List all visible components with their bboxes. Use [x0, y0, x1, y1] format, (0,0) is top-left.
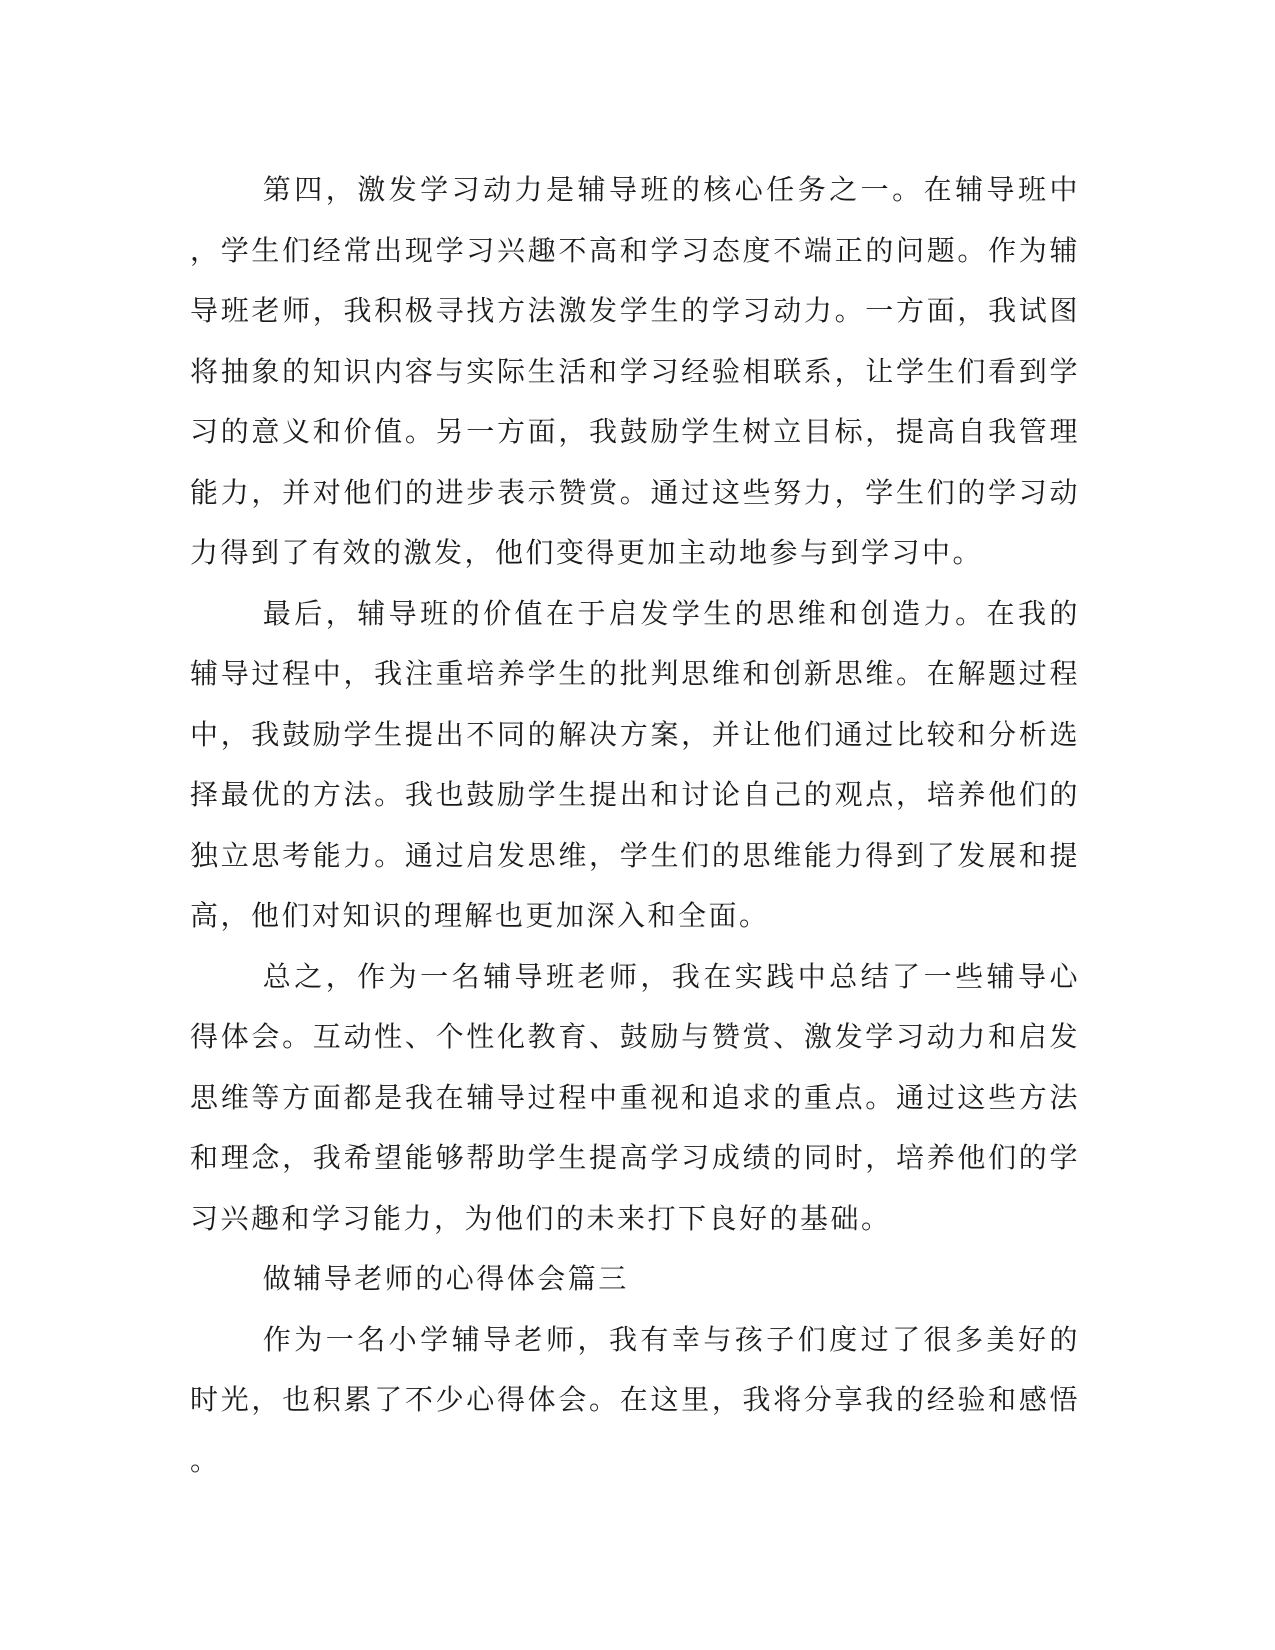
- document-body: [190, 160, 1080, 1491]
- paragraph-thinking: 最后，辅导班的价值在于启发学生的思维和创造力。在我的辅导过程中，我注重培养学生的批判思维和创新思维。在解题过程中，我鼓励学生提出不同的解决方案，并让他们通过比较和分析选择最优的方法。我也鼓励学生提出和讨论自己的观点，培养他们的独立思考能力。通过启发思维，学生们的思维能力得到了发展和提高，他们对知识的理解也更加深入和全面。: [190, 596, 1080, 932]
- section-title: 做辅导老师的心得体会篇三: [262, 1262, 629, 1295]
- paragraph-summary: 总之，作为一名辅导班老师，我在实践中总结了一些辅导心得体会。互动性、个性化教育、鼓励与赞赏、激发学习动力和启发思维等方面都是我在辅导过程中重视和追求的重点。通过这些方法和理念，我希望能够帮助学生提高学习成绩的同时，培养他们的学习兴趣和学习能力，为他们的未来打下良好的基础。: [190, 959, 1080, 1235]
- paragraph-motivation: 第四，激发学习动力是辅导班的核心任务之一。在辅导班中，学生们经常出现学习兴趣不高和学习态度不端正的问题。作为辅导班老师，我积极寻找方法激发学生的学习动力。一方面，我试图将抽象的知识内容与实际生活和学习经验相联系，让学生们看到学习的意义和价值。另一方面，我鼓励学生树立目标，提高自我管理能力，并对他们的进步表示赞赏。通过这些努力，学生们的学习动力得到了有效的激发，他们变得更加主动地参与到学习中。: [190, 173, 1080, 569]
- paragraph-intro: 作为一名小学辅导老师，我有幸与孩子们度过了很多美好的时光，也积累了不少心得体会。在这里，我将分享我的经验和感悟。: [190, 1322, 1080, 1477]
